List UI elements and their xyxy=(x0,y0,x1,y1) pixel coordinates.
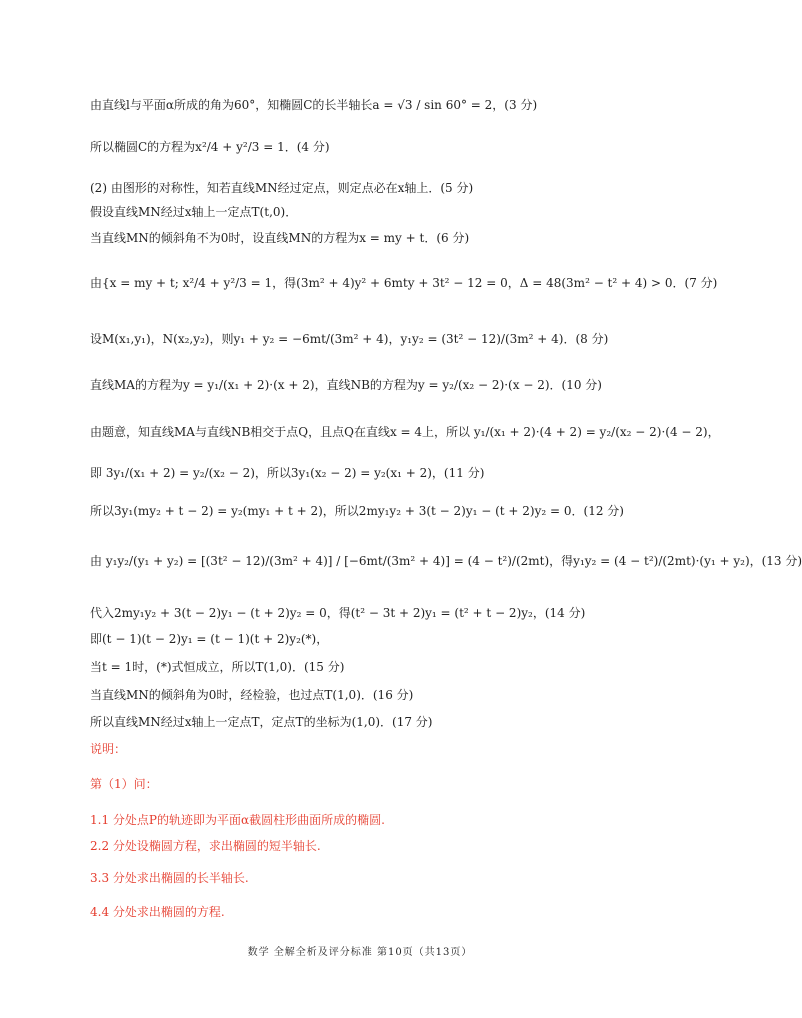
solution-line-17: 所以直线MN经过x轴上一定点T，定点T的坐标为(1,0)．(17 分) xyxy=(90,715,433,729)
solution-line-8: 直线MA的方程为y = y₁/(x₁ + 2)·(x + 2)，直线NB的方程为y = y₂/(x₂ − 2)·(x − 2)．(10 分) xyxy=(90,378,602,392)
note-item-1: 1.1 分处点P的轨迹即为平面α截圆柱形曲面所成的椭圆. xyxy=(90,813,385,827)
note-item-4: 4.4 分处求出椭圆的方程. xyxy=(90,905,225,919)
solution-line-5: 当直线MN的倾斜角不为0时，设直线MN的方程为x = my + t．(6 分) xyxy=(90,231,470,245)
solution-line-3: (2) 由图形的对称性，知若直线MN经过定点，则定点必在x轴上．(5 分) xyxy=(90,181,474,195)
solution-line-10: 即 3y₁/(x₁ + 2) = y₂/(x₂ − 2)，所以3y₁(x₂ − 2) = y₂(x₁ + 2)，(11 分) xyxy=(90,466,485,480)
page-footer: 数学 全解全析及评分标准 第10页（共13页） xyxy=(247,947,473,958)
note-item-3: 3.3 分处求出椭圆的长半轴长. xyxy=(90,871,249,885)
solution-line-13: 代入2my₁y₂ + 3(t − 2)y₁ − (t + 2)y₂ = 0，得(t² − 3t + 2)y₁ = (t² + t − 2)y₂，(14 分) xyxy=(90,606,586,620)
solution-line-12: 由 y₁y₂/(y₁ + y₂) = [(3t² − 12)/(3m² + 4)] / [−6mt/(3m² + 4)] = (4 − t²)/(2mt)，得y₁y₂ = (4 − t²)/(2mt)·(y₁ + y₂)，(13 分) xyxy=(90,554,802,568)
solution-line-2: 所以椭圆C的方程为x²/4 + y²/3 = 1．(4 分) xyxy=(90,140,330,154)
notes-part: 第（1）问： xyxy=(90,777,158,791)
notes-heading: 说明： xyxy=(90,742,127,756)
solution-line-11: 所以3y₁(my₂ + t − 2) = y₂(my₁ + t + 2)，所以2my₁y₂ + 3(t − 2)y₁ − (t + 2)y₂ = 0．(12 分) xyxy=(90,504,624,518)
solution-line-6: 由{x = my + t; x²/4 + y²/3 = 1，得(3m² + 4)y² + 6mty + 3t² − 12 = 0，Δ = 48(3m² − t² + 4) > 0．(7 分) xyxy=(90,276,718,290)
note-item-2: 2.2 分处设椭圆方程，求出椭圆的短半轴长. xyxy=(90,839,321,853)
solution-line-7: 设M(x₁,y₁)，N(x₂,y₂)，则y₁ + y₂ = −6mt/(3m² + 4)，y₁y₂ = (3t² − 12)/(3m² + 4)．(8 分) xyxy=(90,332,609,346)
solution-line-14: 即(t − 1)(t − 2)y₁ = (t − 1)(t + 2)y₂(*)， xyxy=(90,632,329,646)
solution-line-4: 假设直线MN经过x轴上一定点T(t,0)． xyxy=(90,205,298,219)
solution-line-16: 当直线MN的倾斜角为0时，经检验，也过点T(1,0)．(16 分) xyxy=(90,688,414,702)
solution-line-9: 由题意，知直线MA与直线NB相交于点Q，且点Q在直线x = 4上，所以 y₁/(x₁ + 2)·(4 + 2) = y₂/(x₂ − 2)·(4 − 2)， xyxy=(90,425,720,439)
solution-line-15: 当t = 1时，(*)式恒成立，所以T(1,0)．(15 分) xyxy=(90,660,345,674)
solution-line-1: 由直线l与平面α所成的角为60°，知椭圆C的长半轴长a = √3 / sin 60° = 2，(3 分) xyxy=(90,98,538,112)
